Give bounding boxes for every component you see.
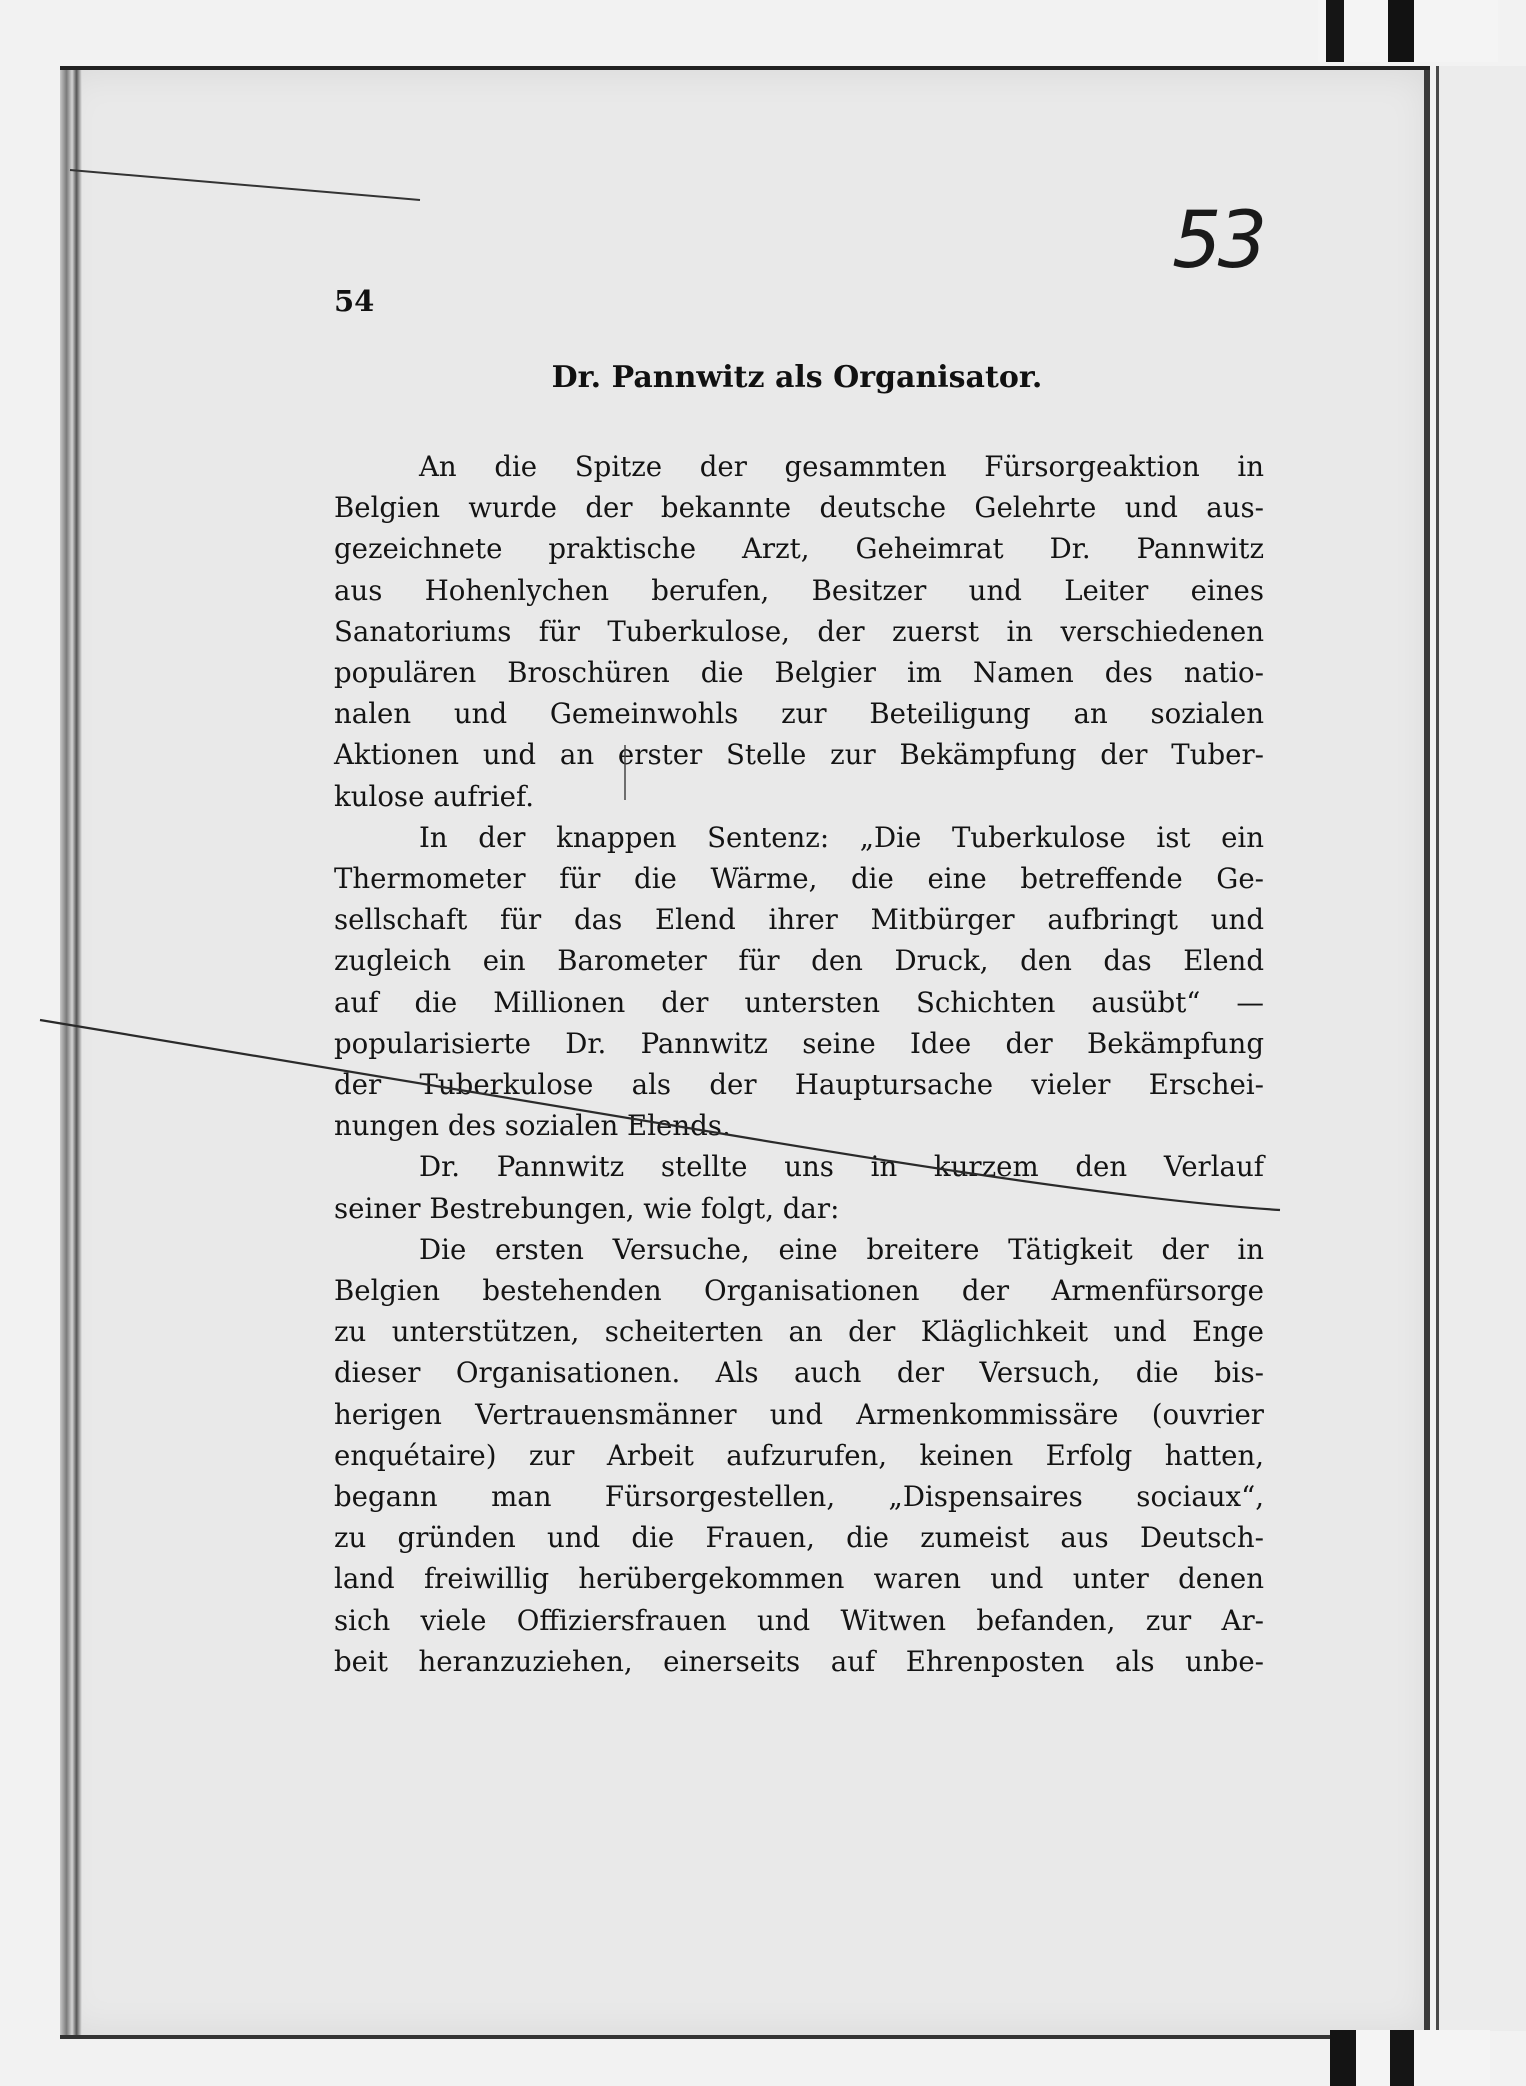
text-line: Belgien bestehenden Organisationen der Armenfürsorge	[334, 1274, 1264, 1308]
text-line: zu unterstützen, scheiterten an der Kläglichkeit und Enge	[334, 1315, 1264, 1349]
adjacent-page-edge	[1436, 66, 1526, 2031]
text-line: In der knappen Sentenz: „Die Tuberkulose ist ein	[419, 820, 1264, 854]
text-line: gezeichnete praktische Arzt, Geheimrat Dr. Pannwitz	[334, 532, 1264, 566]
text-line: zugleich ein Barometer für den Druck, den das Elend	[334, 944, 1264, 978]
text-line: aus Hohenlychen berufen, Besitzer und Leiter eines	[334, 573, 1264, 607]
text-line: Dr. Pannwitz stellte uns in kurzem den Verlauf	[419, 1150, 1264, 1184]
text-line: begann man Fürsorgestellen, „Dispensaires sociaux“,	[334, 1480, 1264, 1514]
printed-page-number: 54	[334, 284, 375, 318]
text-line: Die ersten Versuche, eine breitere Tätigkeit der in	[419, 1232, 1264, 1266]
text-line: land freiwillig herübergekommen waren und unter denen	[334, 1562, 1264, 1596]
text-line: nalen und Gemeinwohls zur Beteiligung an sozialen	[334, 697, 1264, 731]
binding-clip-top	[1318, 0, 1498, 62]
text-line: nungen des sozialen Elends.	[334, 1109, 731, 1143]
text-line: dieser Organisationen. Als auch der Versuch, die bis-	[334, 1356, 1264, 1390]
text-line: Sanatoriums für Tuberkulose, der zuerst in verschiedenen	[334, 614, 1264, 648]
page-right-border	[1424, 70, 1430, 2035]
handwritten-folio-number: 53	[1172, 196, 1264, 286]
binding-clip-bottom	[1330, 2030, 1490, 2086]
text-line: Aktionen und an erster Stelle zur Bekämpfung der Tuber-	[334, 738, 1264, 772]
text-line: An die Spitze der gesammten Fürsorgeaktion in	[419, 450, 1264, 483]
text-line: populären Broschüren die Belgier im Namen des natio-	[334, 656, 1264, 690]
text-line: sich viele Offiziersfrauen und Witwen befanden, zur Ar-	[334, 1603, 1264, 1637]
text-line: beit heranzuziehen, einerseits auf Ehrenposten als unbe-	[334, 1644, 1264, 1678]
text-line: popularisierte Dr. Pannwitz seine Idee der Bekämpfung	[334, 1026, 1264, 1060]
text-line: herigen Vertrauensmänner und Armenkommissäre (ouvrier	[334, 1397, 1264, 1431]
text-line: kulose aufrief.	[334, 779, 534, 813]
text-line: der Tuberkulose als der Hauptursache vieler Erschei-	[334, 1068, 1264, 1102]
text-line: enquétaire) zur Arbeit aufzurufen, keinen Erfolg hatten,	[334, 1438, 1264, 1472]
section-heading: Dr. Pannwitz als Organisator.	[551, 360, 1043, 395]
text-line: zu gründen und die Frauen, die zumeist aus Deutsch-	[334, 1521, 1264, 1555]
text-line: sellschaft für das Elend ihrer Mitbürger aufbringt und	[334, 903, 1264, 937]
text-line: Belgien wurde der bekannte deutsche Gelehrte und aus-	[334, 491, 1264, 525]
body-text	[334, 446, 1264, 1682]
page-spine-edge	[60, 70, 82, 2035]
text-line: seiner Bestrebungen, wie folgt, dar:	[334, 1191, 840, 1225]
text-line: auf die Millionen der untersten Schichten ausübt“ —	[334, 985, 1264, 1019]
text-line: Thermometer für die Wärme, die eine betreffende Ge-	[334, 862, 1264, 896]
